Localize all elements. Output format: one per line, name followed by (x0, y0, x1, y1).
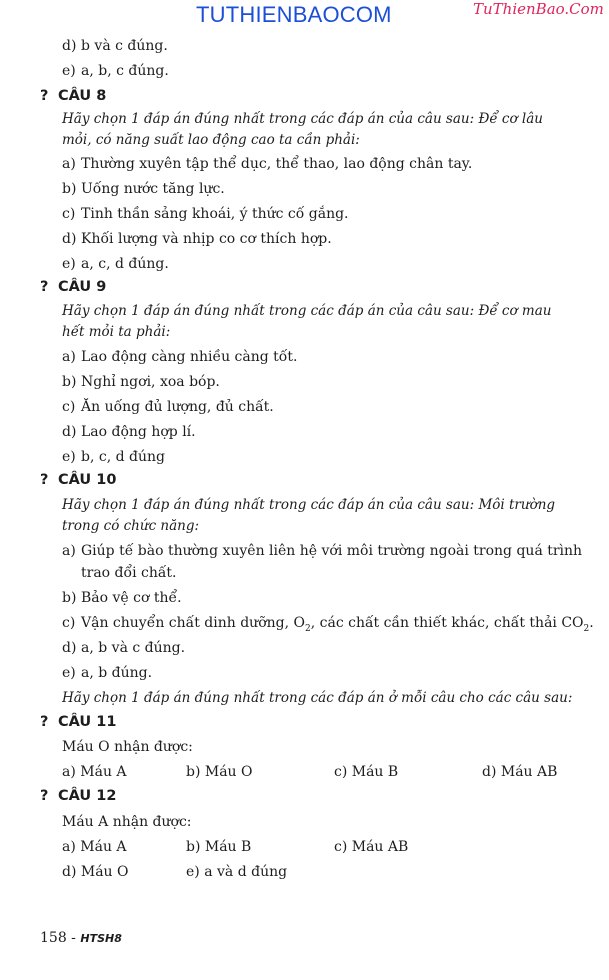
option-d: d) Máu AB (482, 764, 558, 780)
option-d: d) b và c đúng. (62, 38, 168, 54)
option-d: d) a, b và c đúng. (62, 640, 186, 656)
question-mark-icon: ? (40, 279, 49, 295)
question-mark-icon: ? (40, 714, 49, 730)
option-a: a) Thường xuyên tập thể dục, thể thao, lao động chân tay. (62, 156, 473, 172)
watermark-title: TUTHIENBAOCOM (196, 2, 392, 27)
option-e: e) a, c, d đúng. (62, 256, 169, 272)
question-mark-icon: ? (40, 788, 49, 804)
question-11-heading: ? CÂU 11 (40, 714, 117, 730)
option-e: e) a và d đúng (186, 864, 288, 880)
question-11-prompt: Máu O nhận được: (62, 739, 193, 755)
question-mark-icon: ? (40, 472, 49, 488)
option-b: b) Uống nước tăng lực. (62, 181, 225, 197)
option-c: c) Ăn uống đủ lượng, đủ chất. (62, 399, 274, 415)
option-c: c) Tinh thần sảng khoái, ý thức cố gắng. (62, 206, 349, 222)
question-9-instruction-line2: hết mỏi ta phải: (62, 324, 171, 340)
watermark-script: TuThienBao.Com (473, 0, 604, 18)
question-12-prompt: Máu A nhận được: (62, 814, 192, 830)
book-code: HTSH8 (80, 932, 122, 945)
option-a: a) Máu A (62, 764, 127, 780)
question-8-instruction-line2: mỏi, có năng suất lao động cao ta cần phải: (62, 132, 360, 148)
option-a: a) Lao động càng nhiều càng tốt. (62, 349, 298, 365)
question-10-instruction-line1: Hãy chọn 1 đáp án đúng nhất trong các đáp án của câu sau: Môi trường (62, 497, 556, 513)
option-b: b) Nghỉ ngơi, xoa bóp. (62, 374, 220, 390)
question-10-instruction-line2: trong có chức năng: (62, 518, 200, 534)
page-footer (40, 930, 122, 946)
option-b: b) Bảo vệ cơ thể. (62, 590, 182, 606)
option-d: d) Khối lượng và nhịp co cơ thích hợp. (62, 231, 332, 247)
page-number: 158 - (40, 930, 76, 946)
question-12-heading: ? CÂU 12 (40, 788, 117, 804)
option-a: a) Giúp tế bào thường xuyên liên hệ với môi trường ngoài trong quá trình (62, 543, 583, 559)
option-a: a) Máu A (62, 839, 127, 855)
question-10-heading: ? CÂU 10 (40, 472, 117, 488)
option-e: e) b, c, d đúng (62, 449, 165, 465)
option-d: d) Lao động hợp lí. (62, 424, 196, 440)
option-a-continuation: trao đổi chất. (81, 565, 177, 581)
option-b: b) Máu O (186, 764, 253, 780)
question-mark-icon: ? (40, 88, 49, 104)
option-e: e) a, b, c đúng. (62, 63, 169, 79)
option-c: c) Máu AB (334, 839, 409, 855)
option-e: e) a, b đúng. (62, 665, 153, 681)
group-instruction: Hãy chọn 1 đáp án đúng nhất trong các đáp án ở mỗi câu cho các câu sau: (62, 690, 573, 706)
option-b: b) Máu B (186, 839, 252, 855)
option-c: c) Vận chuyển chất dinh dưỡng, $O_2$, các chất cần thiết khác, chất thải $CO_2$. (62, 615, 594, 634)
question-8-instruction-line1: Hãy chọn 1 đáp án đúng nhất trong các đáp án của câu sau: Để cơ lâu (62, 111, 543, 127)
option-d: d) Máu O (62, 864, 129, 880)
option-c: c) Máu B (334, 764, 399, 780)
question-9-instruction-line1: Hãy chọn 1 đáp án đúng nhất trong các đáp án của câu sau: Để cơ mau (62, 303, 552, 319)
question-8-heading: ? CÂU 8 (40, 88, 107, 104)
question-9-heading: ? CÂU 9 (40, 279, 107, 295)
